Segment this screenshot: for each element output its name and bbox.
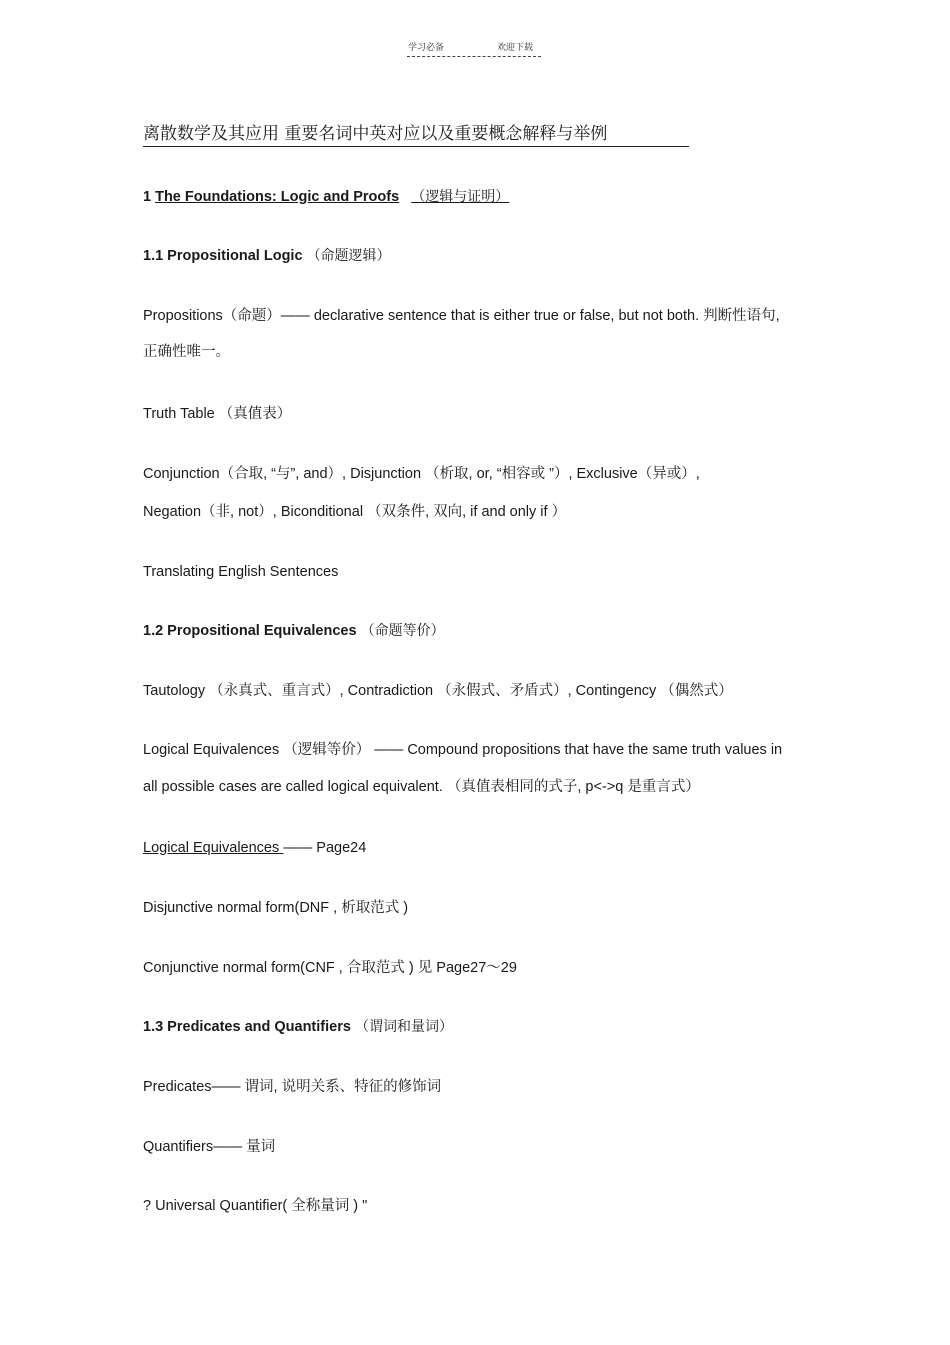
- section-1-1-cn: （命题逻辑）: [306, 248, 391, 264]
- propositions-line-2: 正确性唯一。: [143, 344, 230, 360]
- section-1-title: The Foundations: Logic and Proofs: [155, 189, 400, 205]
- translating-line: Translating English Sentences: [143, 564, 339, 580]
- section-1-heading: [143, 188, 509, 206]
- section-1-1-title: 1.1 Propositional Logic: [143, 248, 303, 264]
- logical-equivalences-page-line: [143, 839, 366, 857]
- section-1-3-title: 1.3 Predicates and Quantifiers: [143, 1019, 351, 1035]
- truth-table-line: Truth Table （真值表）: [143, 406, 292, 422]
- section-1-3-cn: （谓词和量词）: [354, 1019, 453, 1035]
- section-1-number: 1: [143, 189, 156, 205]
- propositions-line-1: Propositions（命题）—— declarative sentence that is either true or false, but not both. 判断性语句,: [143, 308, 780, 324]
- section-1-2-heading: [143, 622, 445, 640]
- logical-equivalences-link[interactable]: Logical Equivalences: [143, 840, 284, 856]
- section-1-cn: （逻辑与证明）: [411, 189, 510, 205]
- header-right-text: 欢迎下载: [497, 43, 534, 53]
- connectives-line-1: Conjunction（合取, “与”, and）, Disjunction （析取, or, “相容或 ”）, Exclusive（异或）,: [143, 466, 700, 482]
- universal-quantifier-line: ? Universal Quantifier( 全称量词 ) ": [143, 1198, 368, 1214]
- cnf-line: Conjunctive normal form(CNF , 合取范式 ) 见 Page27～29: [143, 960, 517, 976]
- document-title: 离散数学及其应用 重要名词中英对应以及重要概念解释与举例: [143, 124, 689, 147]
- section-1-2-title: 1.2 Propositional Equivalences: [143, 623, 357, 639]
- header-left-text: 学习必备: [408, 43, 445, 53]
- predicates-line: Predicates—— 谓词, 说明关系、特征的修饰词: [143, 1079, 442, 1095]
- section-1-3-heading: [143, 1018, 453, 1036]
- logical-equivalences-page-ref: —— Page24: [283, 840, 367, 856]
- page-header: [407, 38, 541, 57]
- logical-equivalences-line-1: Logical Equivalences （逻辑等价） —— Compound propositions that have the same truth values in: [143, 742, 783, 758]
- tautology-line: Tautology （永真式、重言式）, Contradiction （永假式、矛盾式）, Contingency （偶然式）: [143, 683, 733, 699]
- logical-equivalences-line-2: all possible cases are called logical equivalent. （真值表相同的式子, p<->q 是重言式）: [143, 779, 700, 795]
- section-1-1-heading: [143, 247, 391, 265]
- quantifiers-line: Quantifiers—— 量词: [143, 1139, 276, 1155]
- section-1-2-cn: （命题等价）: [360, 623, 445, 639]
- connectives-line-2: Negation（非, not）, Biconditional （双条件, 双向, if and only if ）: [143, 504, 567, 520]
- dnf-line: Disjunctive normal form(DNF , 析取范式 ): [143, 900, 409, 916]
